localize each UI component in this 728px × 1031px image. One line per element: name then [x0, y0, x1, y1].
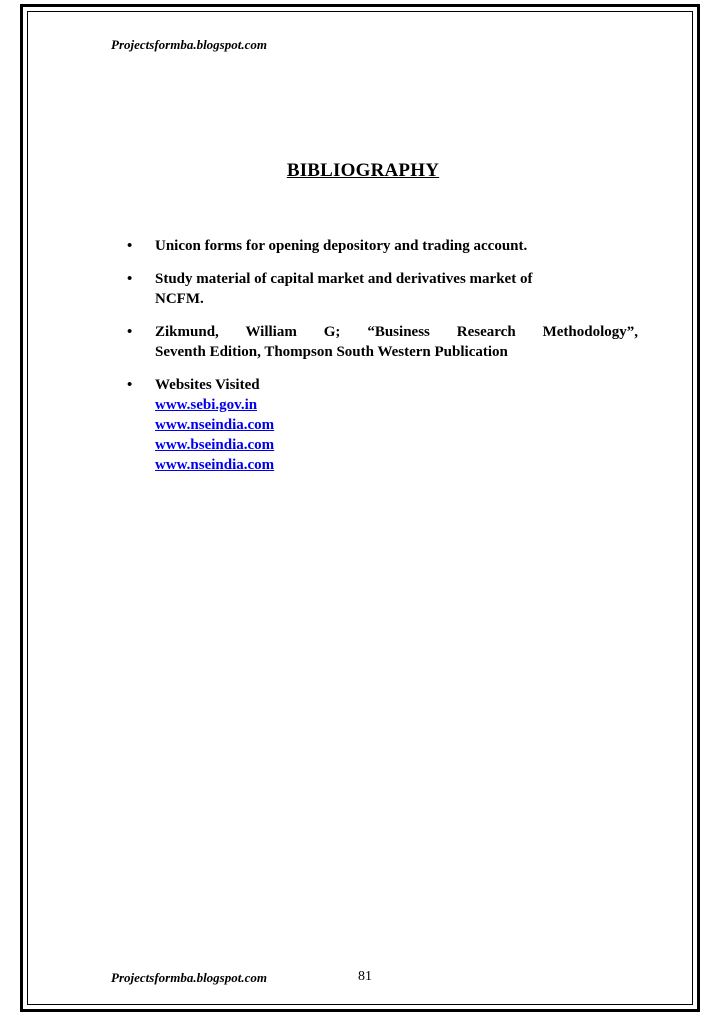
bullet-icon: •	[127, 324, 133, 340]
page-title	[0, 160, 728, 182]
websites-label: Websites Visited	[155, 377, 260, 393]
page-number: 81	[358, 969, 372, 984]
website-link-sebi[interactable]: www.sebi.gov.in	[155, 397, 258, 413]
website-link-nseindia[interactable]: www.nseindia.com	[155, 417, 275, 433]
bibliography-item-ncfm-material	[118, 269, 638, 309]
bibliography-item-unicon-forms	[118, 236, 638, 256]
bibliography-item-websites	[118, 375, 638, 475]
bullet-icon: •	[127, 238, 133, 254]
bibliography-item-text: Unicon forms for opening depository and trading account.	[155, 238, 528, 254]
bibliography-item-text-line2: NCFM.	[155, 291, 204, 307]
header-site-name: Projectsformba.blogspot.com	[111, 37, 267, 52]
bibliography-item-text-line1: Zikmund, William G; “Business Research Methodology”,	[155, 324, 638, 340]
bibliography-item-zikmund-book	[118, 322, 638, 362]
bibliography-item-text-line2: Seventh Edition, Thompson South Western Publication	[155, 344, 508, 360]
website-link-bseindia[interactable]: www.bseindia.com	[155, 437, 275, 453]
website-link-nseindia-repeat[interactable]: www.nseindia.com	[155, 457, 275, 473]
bullet-icon: •	[127, 271, 133, 287]
footer-site-name: Projectsformba.blogspot.com	[111, 970, 267, 985]
bullet-icon: •	[127, 377, 133, 393]
page-title-text: BIBLIOGRAPHY	[286, 160, 440, 181]
bibliography-list	[118, 236, 638, 488]
bibliography-item-text-line1: Study material of capital market and derivatives market of	[155, 271, 533, 287]
